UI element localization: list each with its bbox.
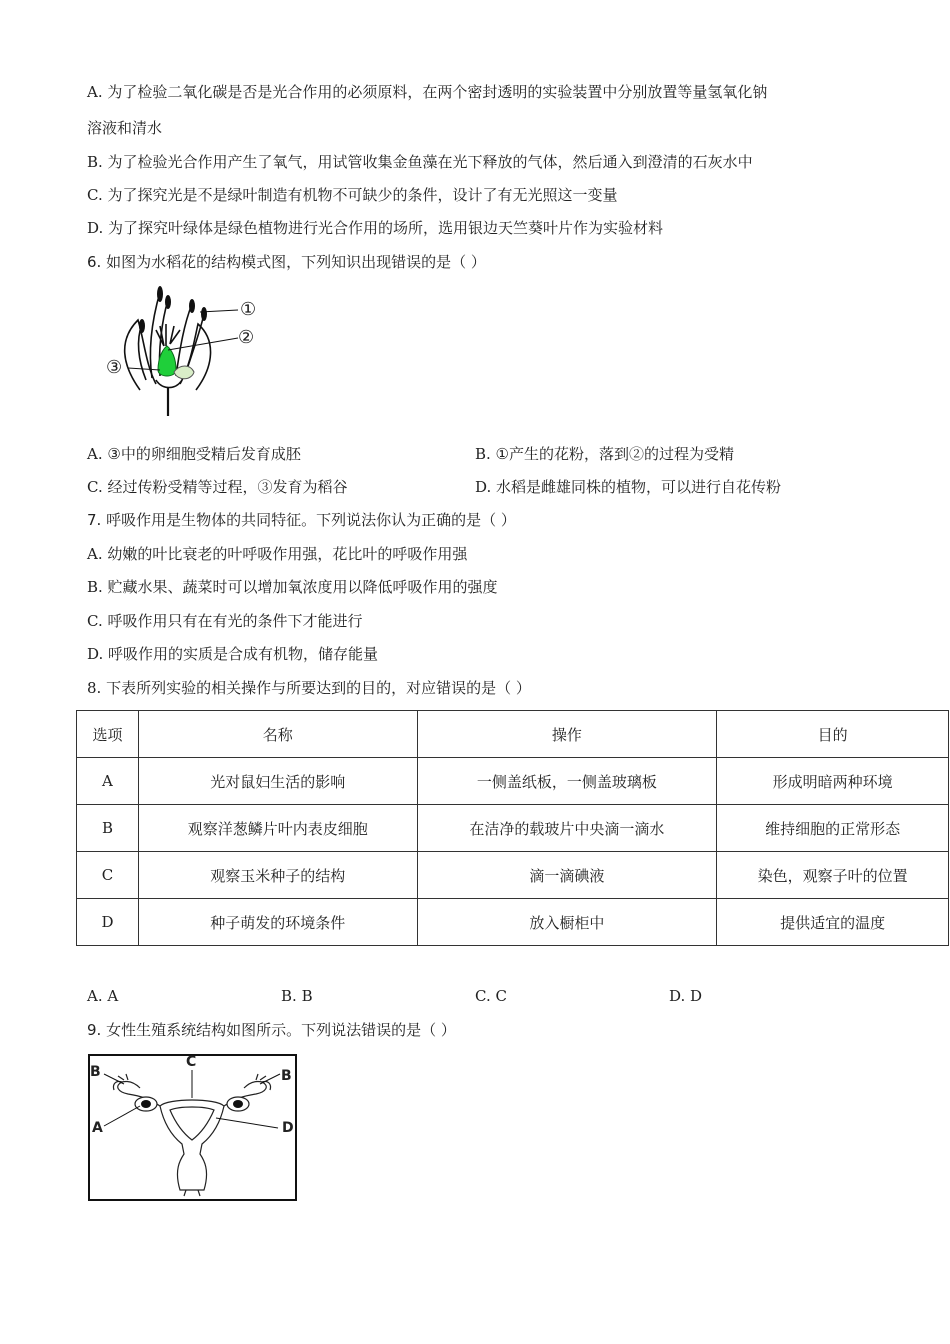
q5-option-a-line1: A. 为了检验二氧化碳是否是光合作用的必须原料，在两个密封透明的实验装置中分别放置等量氢氧化钠 [87,83,768,101]
option-value: A [107,987,119,1005]
header-cell: 选项 [77,711,139,758]
table-row [77,899,949,946]
option-key: A. [87,987,103,1005]
table-cell: 观察洋葱鳞片叶内表皮细胞 [138,805,417,852]
q8-option-d [669,986,702,1006]
table-row [77,758,949,805]
table-cell: 形成明暗两种环境 [717,758,949,805]
table-cell: 放入橱柜中 [417,899,717,946]
q7-option-c: C. 呼吸作用只有在有光的条件下才能进行 [87,612,363,630]
q7-number: 7. [87,511,102,529]
table-cell: B [77,805,139,852]
option-value: C [495,987,507,1005]
table-cell: D [77,899,139,946]
q9-label-c: C [186,1054,197,1070]
q9-label-b-left: B [90,1064,101,1080]
option-value: D [690,987,703,1005]
q9-stem [87,1020,456,1040]
q6-option-b: B. ①产生的花粉，落到②的过程为受精 [475,445,735,463]
q7-option-a: A. 幼嫩的叶比衰老的叶呼吸作用强，花比叶的呼吸作用强 [87,545,468,563]
q5-option-a-line2: 溶液和清水 [87,119,163,137]
q6-label-1: ① [240,299,257,320]
option-value: B [301,987,313,1005]
q6-option-c: C. 经过传粉受精等过程，③发育为稻谷 [87,478,348,496]
q6-stem-text: 如图为水稻花的结构模式图，下列知识出现错误的是（ ） [106,253,486,271]
q5-option-b: B. 为了检验光合作用产生了氧气，用试管收集金鱼藻在光下释放的气体，然后通入到澄清的石灰水中 [87,153,753,171]
q9-label-b-right: B [281,1068,292,1084]
q6-label-2: ② [238,327,255,348]
q5-option-d: D. 为了探究叶绿体是绿色植物进行光合作用的场所，选用银边天竺葵叶片作为实验材料 [87,219,664,237]
option-key: D. [669,987,686,1005]
q9-number: 9. [87,1021,102,1039]
header-cell: 目的 [717,711,949,758]
q9-label-a: A [92,1120,103,1136]
q8-option-c [475,986,507,1006]
table-cell: 提供适宜的温度 [717,899,949,946]
table-cell: 光对鼠妇生活的影响 [138,758,417,805]
table-cell: 在洁净的载玻片中央滴一滴水 [417,805,717,852]
table-cell: 一侧盖纸板，一侧盖玻璃板 [417,758,717,805]
table-row [77,805,949,852]
q9-stem-text: 女性生殖系统结构如图所示。下列说法错误的是（ ） [106,1021,456,1039]
table-cell: C [77,852,139,899]
option-key: B. [281,987,297,1005]
q6-number: 6. [87,253,102,271]
experiment-table [76,710,949,946]
table-cell: 染色，观察子叶的位置 [717,852,949,899]
header-cell: 名称 [138,711,417,758]
table-cell: 滴一滴碘液 [417,852,717,899]
table-header-row [77,711,949,758]
table-cell: 种子萌发的环境条件 [138,899,417,946]
q7-stem-text: 呼吸作用是生物体的共同特征。下列说法你认为正确的是（ ） [106,511,516,529]
q6-option-a: A. ③中的卵细胞受精后发育成胚 [87,445,301,463]
q7-option-b: B. 贮藏水果、蔬菜时可以增加氧浓度用以降低呼吸作用的强度 [87,578,498,596]
option-key: C. [475,987,491,1005]
table-cell: A [77,758,139,805]
header-cell: 操作 [417,711,717,758]
table-cell: 维持细胞的正常形态 [717,805,949,852]
q7-stem [87,510,516,530]
q8-option-a [87,986,118,1006]
q8-stem: 8. 下表所列实验的相关操作与所要达到的目的，对应错误的是（ ） [87,679,531,697]
q6-label-3: ③ [106,357,123,378]
q6-stem [87,252,486,272]
q6-option-d: D. 水稻是雌雄同株的植物，可以进行自花传粉 [475,478,782,496]
q9-label-d: D [282,1120,294,1136]
q7-option-d: D. 呼吸作用的实质是合成有机物，储存能量 [87,645,379,663]
table-cell: 观察玉米种子的结构 [138,852,417,899]
female-reproductive-diagram [88,1054,298,1202]
q8-option-b [281,986,313,1006]
table-row [77,852,949,899]
q5-option-c: C. 为了探究光是不是绿叶制造有机物不可缺少的条件，设计了有无光照这一变量 [87,186,618,204]
